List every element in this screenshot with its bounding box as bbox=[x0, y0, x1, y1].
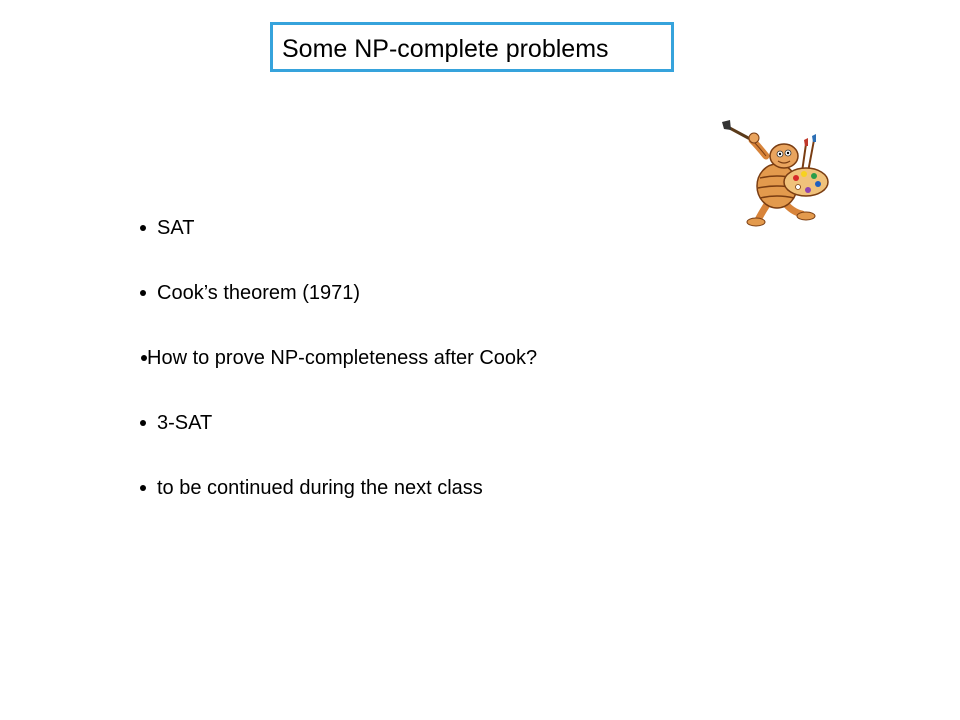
title-box bbox=[270, 22, 674, 72]
bullet-dot bbox=[140, 420, 146, 426]
bullet-text: 3-SAT bbox=[157, 412, 213, 434]
bullet-text: to be continued during the next class bbox=[157, 477, 483, 499]
painter-character-icon bbox=[722, 116, 832, 228]
bullet-text: SAT bbox=[157, 217, 195, 239]
bullet-dot bbox=[140, 290, 146, 296]
bullet-text: How to prove NP-completeness after Cook? bbox=[147, 347, 538, 369]
slide-title: Some NP-complete problems bbox=[282, 35, 609, 63]
bullet-dot bbox=[140, 225, 146, 231]
bullet-dot bbox=[140, 485, 146, 491]
bullet-text: Cook’s theorem (1971) bbox=[157, 282, 361, 304]
